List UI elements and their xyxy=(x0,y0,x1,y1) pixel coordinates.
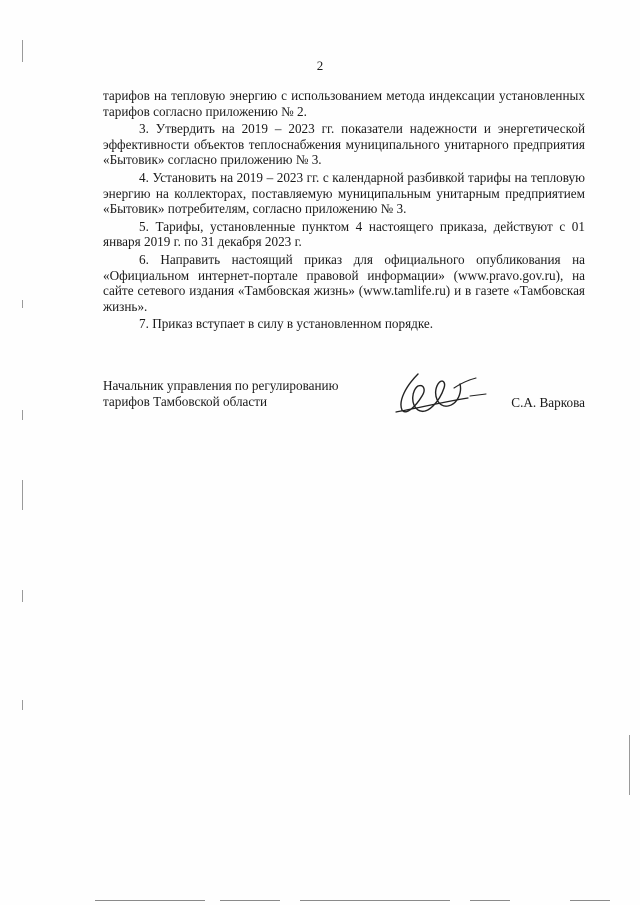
scan-edge-line xyxy=(470,900,510,901)
scan-edge-line xyxy=(300,900,450,901)
margin-mark xyxy=(22,410,23,420)
page-number: 2 xyxy=(316,58,324,73)
margin-mark xyxy=(629,735,630,795)
signatory-title xyxy=(103,378,383,409)
margin-mark xyxy=(22,590,23,602)
scan-edge-line xyxy=(95,900,205,901)
document-body xyxy=(103,88,585,334)
signatory-title-line: тарифов Тамбовской области xyxy=(103,393,268,409)
paragraph-continuation: тарифов на тепловую энергию с использованием метода индексации установленных тарифов согласно приложению № 2. xyxy=(103,88,585,119)
signatory-name: С.А. Варкова xyxy=(511,395,585,410)
paragraph-item-4: 4. Установить на 2019 – 2023 гг. с календарной разбивкой тарифы на тепловую энергию на коллекторах, поставляемую муниципальным унитарным предприятием «Бытовик» потребителям, согласно приложению № 3. xyxy=(103,169,585,217)
handwritten-signature xyxy=(388,366,498,426)
scan-edge-line xyxy=(220,900,280,901)
margin-mark xyxy=(22,700,23,710)
signature-block xyxy=(103,378,585,438)
paragraph-item-3: 3. Утвердить на 2019 – 2023 гг. показатели надежности и энергетической эффективности объектов теплоснабжения муниципального унитарного предприятия «Бытовик» согласно приложению № 3. xyxy=(103,121,585,168)
signatory-title-line: Начальник управления по регулированию xyxy=(103,378,339,393)
paragraph-item-6: 6. Направить настоящий приказ для официального опубликования на «Официальном интернет-портале правовой информации» (www.pravo.gov.ru), на сайте сетевого издания «Тамбовская жизнь» (www.tamlife.ru) и в газете «Тамбовская жизнь». xyxy=(103,251,585,314)
paragraph-item-5: 5. Тарифы, установленные пунктом 4 настоящего приказа, действуют с 01 января 2019 г. по 31 декабря 2023 г. xyxy=(103,218,585,250)
margin-mark xyxy=(22,480,23,510)
paragraph-item-7: 7. Приказ вступает в силу в установленном порядке. xyxy=(139,316,434,332)
scan-edge-line xyxy=(570,900,610,901)
margin-mark xyxy=(22,300,23,308)
